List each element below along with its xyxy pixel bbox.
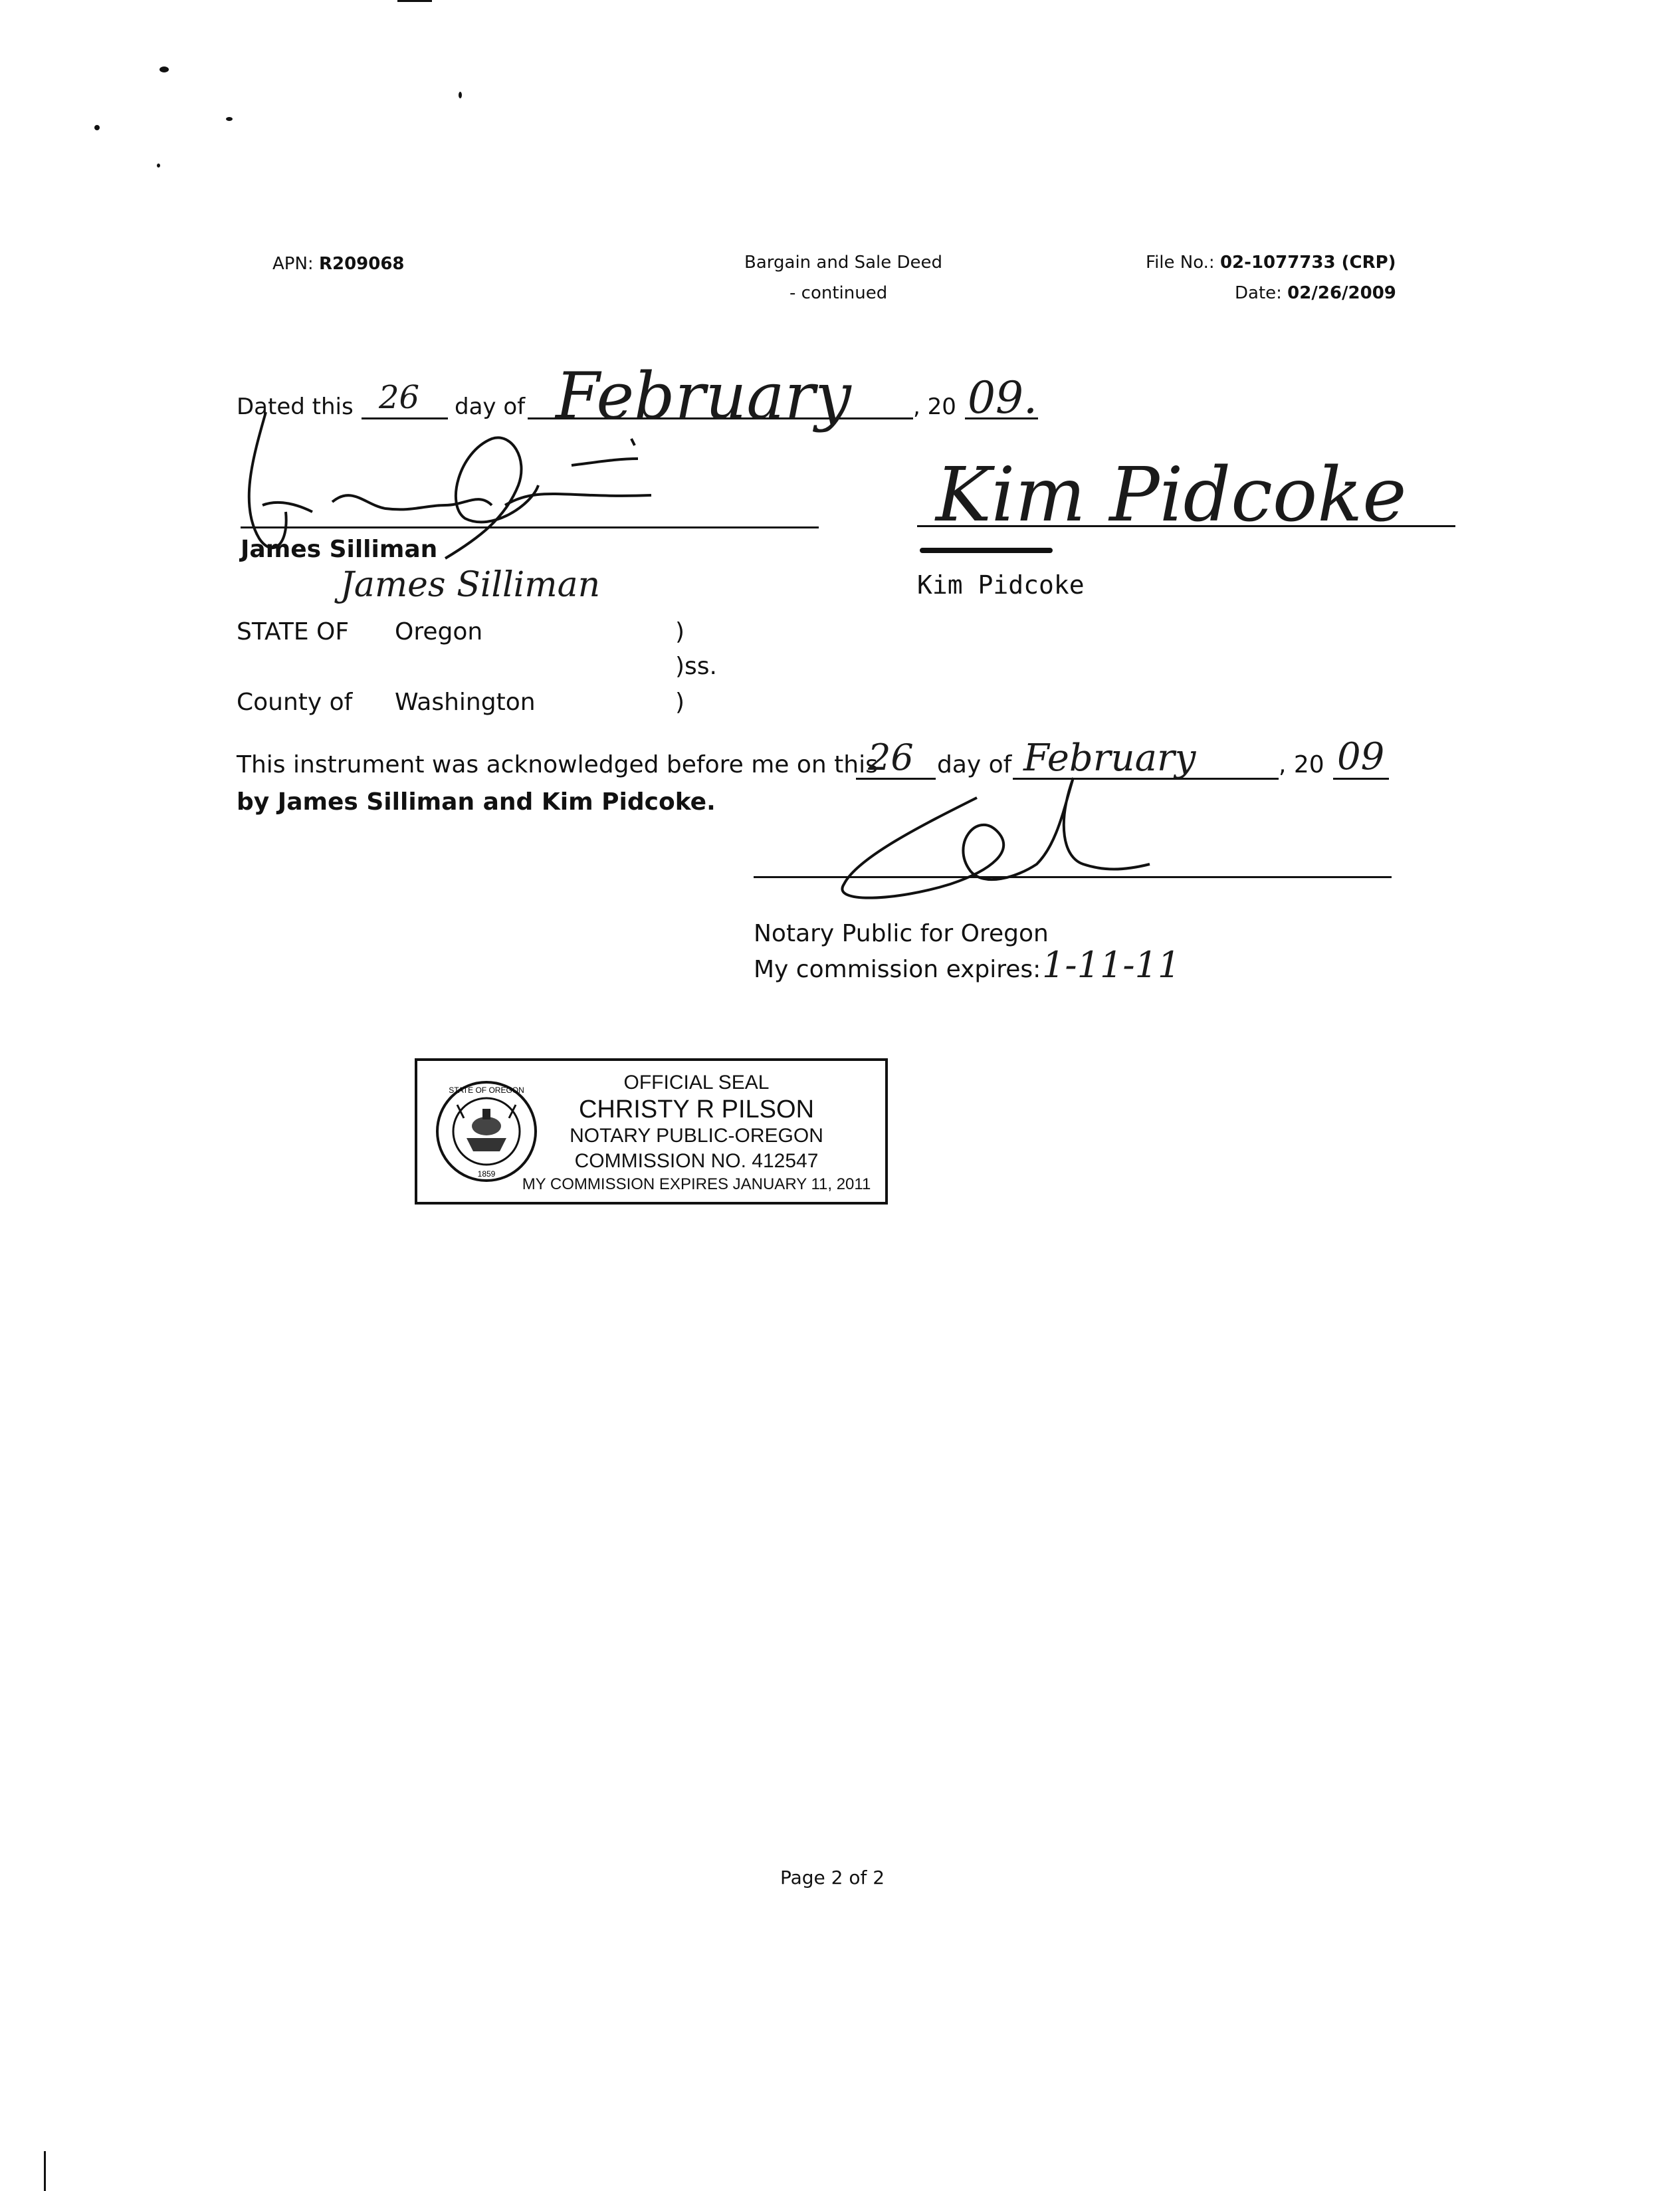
apn-label: APN: [272, 254, 314, 274]
ack-line1-prefix: This instrument was acknowledged before me on this [237, 751, 878, 778]
header-date [1235, 283, 1396, 303]
seal-emblem-year: 1859 [477, 1169, 496, 1179]
kim-signature: Kim Pidcoke [936, 452, 1407, 538]
seal-line-commission: COMMISSION NO. 412547 [574, 1150, 819, 1172]
james-handwritten-name: James Silliman [340, 565, 601, 605]
ack-line2 [237, 788, 716, 816]
seal-line-notary: NOTARY PUBLIC-OREGON [570, 1125, 823, 1147]
kim-signature-line [917, 525, 1455, 527]
doc-subtitle: - continued [789, 283, 888, 303]
venue-ss: )ss. [675, 653, 717, 680]
seal-emblem-top: STATE OF OREGON [449, 1086, 524, 1095]
county-label: County of [237, 689, 353, 716]
dated-day-of: day of [455, 394, 526, 420]
dated-month: February [556, 359, 851, 433]
venue-paren-open: ) [675, 618, 685, 645]
dated-year-prefix: , 20 [913, 394, 956, 420]
file-value: 02-1077733 (CRP) [1219, 253, 1396, 273]
seal-line-official: OFFICIAL SEAL [623, 1072, 770, 1094]
james-signature-line [241, 526, 819, 528]
seal-line-name: CHRISTY R PILSON [578, 1096, 815, 1123]
state-label: STATE OF [237, 618, 350, 645]
county-value: Washington [395, 689, 536, 716]
ack-line2-names: James Silliman and Kim Pidcoke. [277, 788, 716, 816]
kim-signature-underline [920, 548, 1053, 553]
apn-value: R209068 [318, 254, 405, 274]
ack-month: February [1023, 737, 1196, 780]
date-label: Date: [1235, 283, 1282, 303]
dated-prefix: Dated this [237, 394, 354, 420]
apn [272, 254, 405, 274]
date-value: 02/26/2009 [1287, 283, 1396, 303]
seal-line-expires: MY COMMISSION EXPIRES JANUARY 11, 2011 [522, 1175, 871, 1193]
venue-paren-close: ) [675, 689, 685, 716]
scan-speck [94, 125, 100, 130]
page-number: Page 2 of 2 [780, 1867, 885, 1889]
notary-title: Notary Public for Oregon [754, 920, 1049, 947]
doc-title: Bargain and Sale Deed [744, 253, 943, 273]
notary-expires-label: My commission expires: [754, 956, 1041, 983]
dated-year: 09. [968, 372, 1037, 423]
ack-year: 09 [1337, 735, 1385, 778]
official-seal [415, 1058, 888, 1205]
notary-signature [817, 771, 1163, 904]
scan-speck [226, 117, 233, 121]
scan-speck [159, 66, 169, 72]
james-typed-name: James Silliman [241, 536, 438, 563]
scan-edge-mark [44, 2151, 46, 2191]
scan-top-mark [397, 0, 432, 2]
ack-line2-prefix: by [237, 788, 270, 816]
notary-expires-value: 1-11-11 [1042, 944, 1181, 986]
file-label: File No.: [1146, 253, 1215, 273]
file-number [1146, 253, 1396, 273]
dated-day: 26 [379, 379, 420, 416]
ack-year-prefix: , 20 [1279, 751, 1324, 778]
kim-typed-name: Kim Pidcoke [917, 570, 1085, 600]
ack-day-of: day of [937, 751, 1012, 778]
scan-speck [459, 92, 462, 98]
scan-speck [157, 164, 160, 168]
state-value: Oregon [395, 618, 483, 645]
ack-day: 26 [868, 737, 914, 778]
notary-signature-line [754, 876, 1392, 878]
